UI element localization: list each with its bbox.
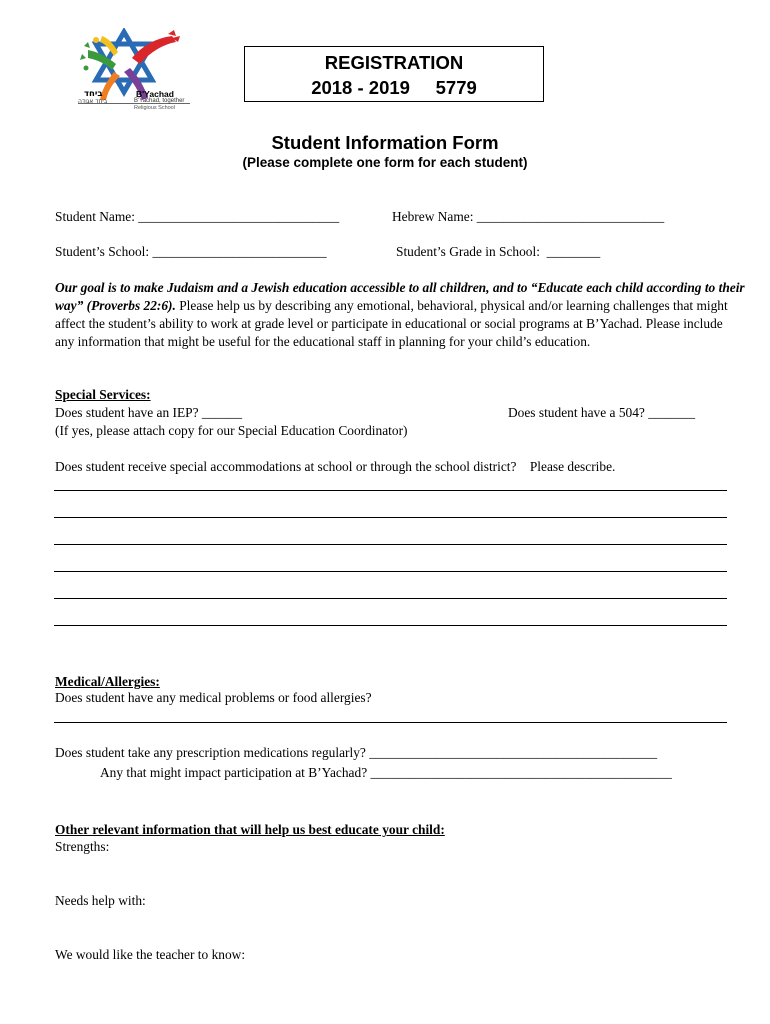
prescriptions-question[interactable]: Does student take any prescription medications regularly? ___________________________________________ — [55, 745, 658, 760]
iep-note: (If yes, please attach copy for our Special Education Coordinator) — [55, 423, 408, 438]
answer-line[interactable] — [54, 544, 727, 545]
needs-help-label: Needs help with: — [55, 893, 146, 908]
registration-box — [244, 46, 544, 102]
medical-question: Does student have any medical problems or food allergies? — [55, 690, 372, 705]
plan-504-question[interactable]: Does student have a 504? _______ — [508, 405, 696, 420]
logo-english-name: B'Yachad — [136, 89, 174, 99]
medical-heading: Medical/Allergies: — [55, 674, 160, 689]
student-name-field[interactable]: Student Name: ______________________________ — [55, 209, 340, 224]
answer-line[interactable] — [54, 598, 727, 599]
goal-instructions: Please help us by describing any emotional, behavioral, physical and/or learning challenges that might affect the student’s ability to work at grade level or participate in educational or social programs at B’Yachad. Please include any information that might be useful for the educational staff in planning for your child’s education. — [55, 298, 728, 349]
goal-statement: Our goal is to make Judaism and a Jewish education accessible to all children, and to “Educate each child according to their way” (Proverbs 22:6). — [55, 280, 745, 313]
logo-tagline-hebrew: ביחד אגודה — [78, 98, 108, 105]
answer-line[interactable] — [54, 722, 727, 723]
accommodations-question: Does student receive special accommodations at school or through the school district? Please describe. — [55, 459, 616, 474]
answer-line[interactable] — [54, 517, 727, 518]
student-school-field[interactable]: Student’s School: __________________________ — [55, 244, 327, 259]
teacher-know-label: We would like the teacher to know: — [55, 947, 246, 962]
student-grade-field[interactable]: Student’s Grade in School: ________ — [396, 244, 601, 259]
other-info-heading: Other relevant information that will help us best educate your child: — [55, 822, 445, 837]
special-services-heading: Special Services: — [55, 387, 151, 402]
form-title: Student Information Form — [271, 132, 499, 153]
goal-paragraph — [55, 279, 745, 351]
logo-subtitle: Religious School — [134, 105, 175, 111]
iep-question[interactable]: Does student have an IEP? ______ — [55, 405, 243, 420]
answer-line[interactable] — [54, 490, 727, 491]
logo-hebrew-name: ביחד — [84, 89, 103, 99]
registration-title: REGISTRATION — [324, 52, 464, 73]
registration-years: 2018 - 2019 5779 — [311, 77, 477, 98]
answer-line[interactable] — [54, 625, 727, 626]
hebrew-name-field[interactable]: Hebrew Name: ____________________________ — [392, 209, 665, 224]
form-subtitle: (Please complete one form for each student) — [242, 155, 528, 170]
answer-line[interactable] — [54, 571, 727, 572]
logo-tagline: B'Yachad, together — [134, 98, 185, 104]
strengths-label: Strengths: — [55, 839, 110, 854]
impact-question[interactable]: Any that might impact participation at B’Yachad? _____________________________________________ — [100, 765, 672, 780]
